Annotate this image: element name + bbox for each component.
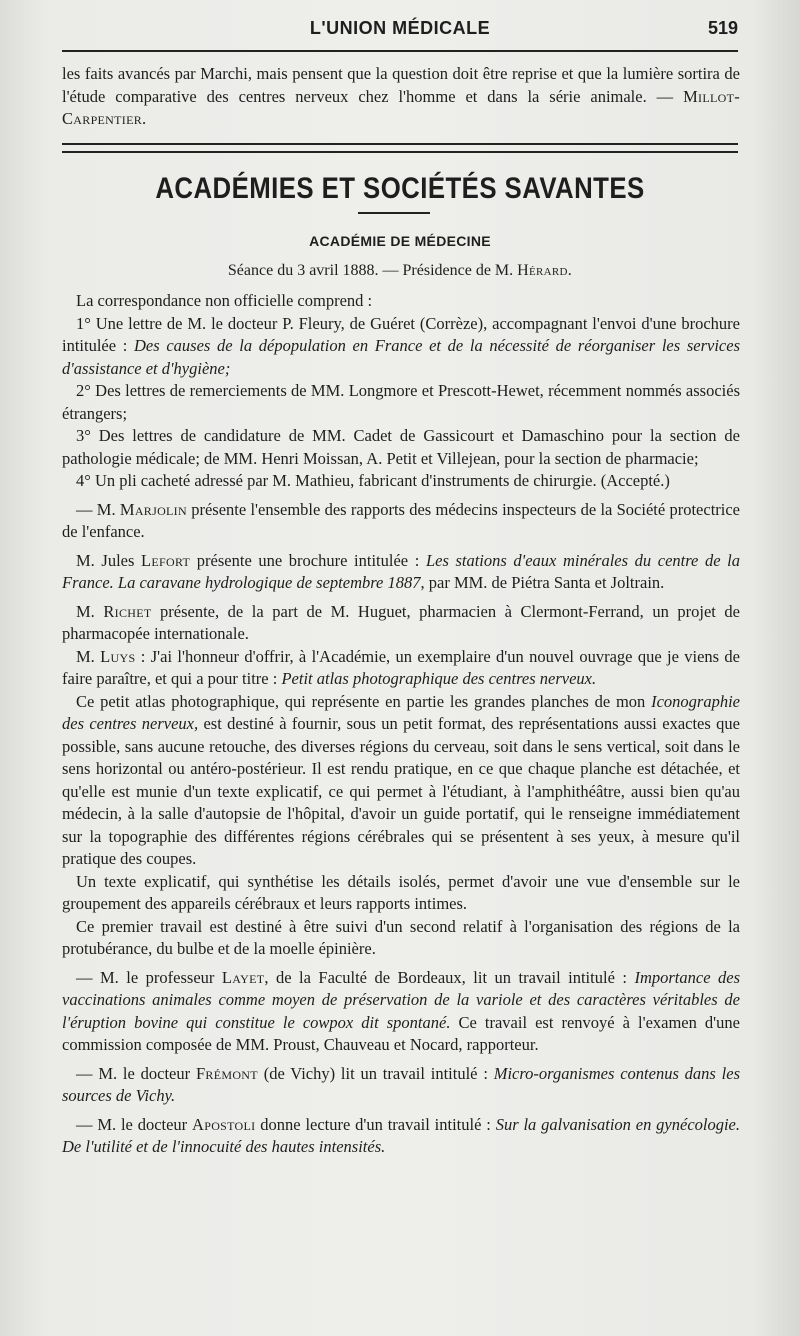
layet-commission: Ce travail est renvoyé à l'examen d'une commission composée de MM. Proust, Chauveau et Nocard, rapporteur.	[62, 1012, 740, 1054]
apostoli-title: Sur la galvanisation en gynécologie. De l'utilité et de l'innocuité des hautes intensités.	[62, 1114, 741, 1156]
atlas-text-b: est destiné à fournir, sous un petit format, des représentations aussi exactes que possible, sans aucune retouche, des diverses régions du cerveau, soit dans le sens vertical, soit dans le sens horizontal ou antéro-postérieur. Il est rendu pratique, en ce que chaque planche est détachée, et qu'elle est munie d'un texte explicatif, ce qui permet à l'étudiant, à l'amphithéâtre, aussi bien qu'au médecin, à la salle d'autopsie de l'hôpital, d'avoir un guide portatif, qui le renseigne immédiatement sur la topographie des différentes régions cérébrales qui se présentent à ses yeux, à mesure qu'il pratique des coupes.	[62, 714, 740, 868]
apostoli-name: Apostoli	[192, 1114, 256, 1134]
fremont-title: Micro-organismes contenus dans les sources de Vichy.	[62, 1063, 740, 1105]
running-title: L'UNION MÉDICALE	[309, 18, 491, 38]
intro-author: Millot-Carpentier.	[62, 86, 740, 128]
paragraph-layet	[62, 967, 740, 1057]
atlas-title: Iconographie des centres nerveux,	[62, 691, 740, 733]
lefort-prefix: M. Jules	[76, 550, 142, 570]
paragraph-fremont	[62, 1063, 740, 1108]
paragraph-texte-explicatif: Un texte explicatif, qui synthétise les détails isolés, permet d'avoir une vue d'ensemble sur le groupement des appareils cérébraux et leurs rapports intimes.	[62, 871, 740, 913]
paragraph-item-3: 3° Des lettres de candidature de MM. Cadet de Gassicourt et Damaschino pour la section de pathologie médicale; de MM. Henri Moissan, A. Petit et Villejean, pour la section de pharmacie;	[62, 426, 740, 468]
marjolin-name: Marjolin	[119, 499, 187, 519]
intro-text	[62, 63, 740, 131]
lefort-name: Lefort	[141, 550, 191, 570]
paragraph-correspondance: La correspondance non officielle comprend :	[76, 291, 373, 310]
paragraph-apostoli	[62, 1114, 740, 1159]
paragraph-item-2: 2° Des lettres de remerciements de MM. Longmore et Prescott-Hewet, récemment nommés associés étrangers;	[62, 381, 740, 423]
paragraph-premier-travail: Ce premier travail est destiné à être suivi d'un second relatif à l'organisation des régions de la protubérance, du bulbe et de la moelle épinière.	[62, 916, 740, 958]
paragraph-marjolin	[62, 499, 740, 544]
paragraph-lefort	[62, 550, 740, 595]
atlas-text-a: Ce petit atlas photographique, qui représente en partie les grandes planches de mon	[76, 691, 652, 711]
lefort-title: Les stations d'eaux minérales du centre de la France. La caravane hydrologique de septembre 1887	[62, 550, 740, 592]
page-header	[62, 18, 738, 44]
intro-paragraph	[62, 63, 740, 131]
page-number: 519	[707, 18, 738, 38]
intro-body: les faits avancés par Marchi, mais pensent que la question doit être reprise et que la lumière sortira de l'étude comparative des centres nerveux chez l'homme et dans la série animale. —	[62, 64, 740, 106]
richet-name: Richet	[103, 601, 152, 621]
luys-title: Petit atlas photographique des centres nerveux.	[281, 669, 597, 688]
lefort-text: présente une brochure intitulée :	[190, 550, 426, 570]
layet-name: Layet	[221, 967, 265, 987]
richet-text: présente, de la part de M. Huguet, pharmacien à Clermont-Ferrand, un projet de pharmacopée internationale.	[62, 601, 740, 643]
section-short-rule	[358, 212, 430, 214]
luys-text: : J'ai l'honneur d'offrir, à l'Académie, un exemplaire d'un nouvel ouvrage que je viens de faire paraître, et qui a pour titre :	[62, 646, 741, 688]
item-1-title: Des causes de la dépopulation en France et de la nécessité de réorganiser les services d'assistance et d'hygiène;	[62, 336, 740, 378]
article-body	[62, 290, 740, 1159]
fremont-prefix: — M. le docteur	[76, 1063, 196, 1083]
apostoli-text: donne lecture d'un travail intitulé :	[255, 1114, 496, 1134]
apostoli-prefix: — M. le docteur	[76, 1114, 193, 1134]
paragraph-luys	[62, 646, 740, 691]
section-title: ACADÉMIES ET SOCIÉTÉS SAVANTES	[155, 172, 645, 205]
layet-text: , de la Faculté de Bordeaux, lit un travail intitulé :	[264, 967, 635, 987]
paragraph-atlas	[62, 691, 740, 871]
luys-name: Luys	[100, 646, 136, 666]
layet-title: Importance des vaccinations animales comme moyen de préservation de la variole et des caractères véritables de l'éruption bovine qui constitue le cowpox dit spontané.	[62, 967, 740, 1032]
luys-prefix: M.	[76, 646, 101, 666]
layet-prefix: — M. le professeur	[76, 967, 222, 987]
fremont-text: (de Vichy) lit un travail intitulé :	[257, 1063, 494, 1083]
lefort-authors: , par MM. de Piétra Santa et Joltrain.	[420, 573, 665, 592]
item-1-text: 1° Une lettre de M. le docteur P. Fleury, de Guéret (Corrèze), accompagnant l'envoi d'une brochure intitulée :	[62, 313, 740, 355]
subsection-title: ACADÉMIE DE MÉDECINE	[309, 233, 491, 249]
session-prefix: Séance du 3 avril 1888. — Présidence de M.	[227, 262, 518, 279]
marjolin-prefix: — M.	[76, 499, 120, 519]
section-double-rule	[62, 143, 738, 153]
paragraph-item-4: 4° Un pli cacheté adressé par M. Mathieu, fabricant d'instruments de chirurgie. (Accepté.)	[76, 471, 670, 490]
paragraph-item-1	[62, 313, 740, 381]
marjolin-text: présente l'ensemble des rapports des médecins inspecteurs de la Société protectrice de l'enfance.	[62, 499, 741, 541]
session-president: Hérard.	[517, 262, 573, 279]
header-rule	[62, 50, 738, 52]
fremont-name: Frémont	[195, 1063, 258, 1083]
session-line	[62, 262, 738, 280]
richet-prefix: M.	[76, 601, 104, 621]
paragraph-richet	[62, 601, 740, 646]
